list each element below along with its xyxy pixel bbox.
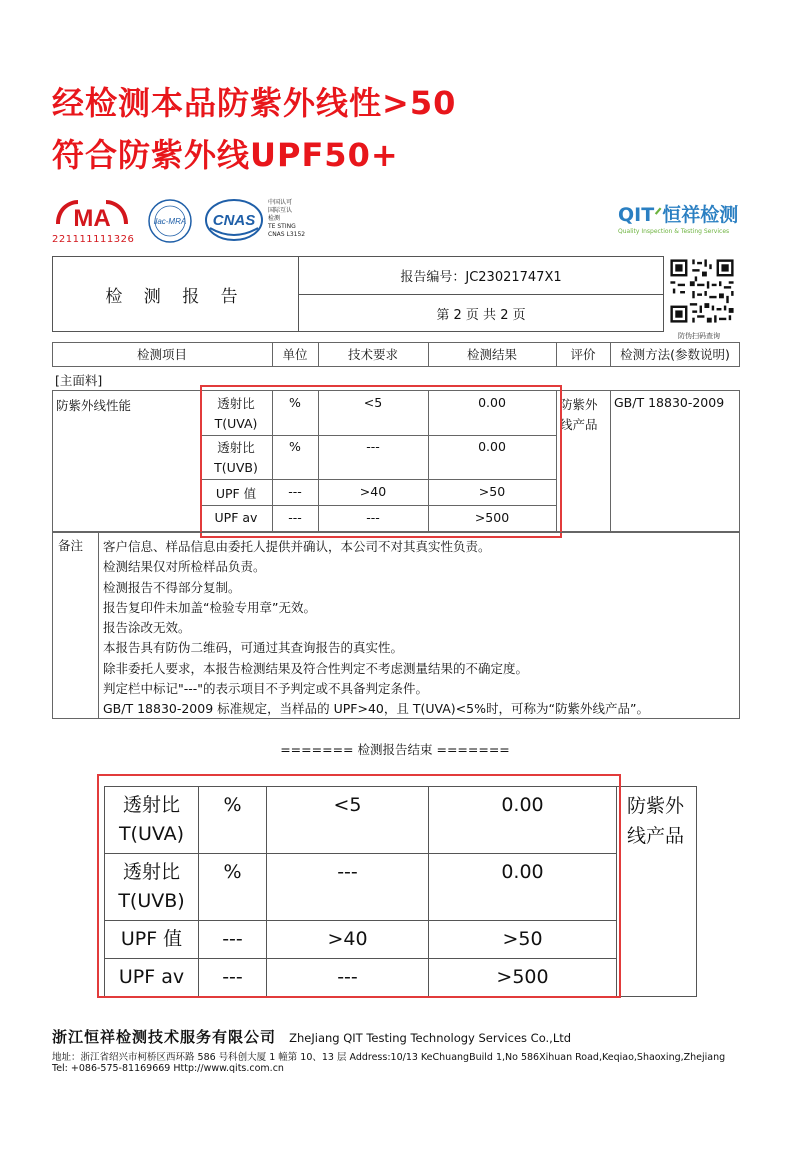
row-result-tuva: 0.00 (478, 395, 506, 410)
leaf-icon: ᐟ (654, 204, 663, 226)
zoom-req-upfav: --- (267, 959, 429, 997)
header-evaluation-text: 评价 (570, 347, 596, 362)
cnas-text: CNAS (212, 212, 256, 229)
remark-line: GB/T 18830-2009 标准规定，当样品的 UPF>40，且 T(UVA)<5%时，可称为“防紫外线产品”。 (103, 701, 649, 717)
row-name-upf: UPF 值 (215, 486, 257, 501)
qit-cn-name: 恒祥检测 (662, 204, 739, 226)
header-unit-text: 单位 (282, 347, 308, 362)
zoom-name-tuva: 透射比 T(UVA) (105, 787, 199, 854)
report-header (52, 256, 664, 332)
row-req-upf: >40 (359, 484, 387, 499)
zoom-req-tuvb: --- (267, 854, 429, 921)
section-label: [主面料] (55, 373, 103, 388)
ilac-mra-logo (146, 198, 194, 244)
footer-address: 地址：浙江省绍兴市柯桥区西环路 586 号科创大厦 1 幢第 10、13 层 Address:10/13 KeChuangBuild 1,No 586Xihuan Road,Keqiao,Shaoxing,Zhejiang (52, 1052, 726, 1063)
remark-line: 除非委托人要求，本报告检测结果及符合性判定不考虑测量结果的不确定度。 (103, 660, 529, 676)
evaluation-text: 防紫外线产品 (560, 397, 598, 432)
remark-line: 检测结果仅对所检样品负责。 (103, 559, 266, 575)
highlight-box (200, 385, 562, 538)
zoom-req-tuva: <5 (267, 787, 429, 854)
cnas-accreditation-text: 中国认可 国际互认 检测 TE STING CNAS L3152 (268, 199, 306, 238)
row-unit-upfav: --- (288, 510, 302, 525)
row-name-upfav: UPF av (214, 510, 258, 525)
qr-code-icon (668, 256, 736, 326)
company-name-en: ZheJiang QIT Testing Technology Services Co.,Ltd (289, 1031, 572, 1045)
row-req-tuva: <5 (363, 395, 383, 410)
cma-mark-text: MA (73, 205, 111, 232)
zoom-name-upfav: UPF av (105, 959, 199, 997)
row-unit-tuvb: % (289, 439, 301, 454)
headline-line-1: 经检测本品防紫外线性>50 (52, 84, 457, 122)
zoom-result-tuva: 0.00 (429, 787, 617, 854)
zoom-result-tuvb: 0.00 (429, 854, 617, 921)
row-name-tuva: 透射比 T(UVA) (214, 396, 258, 431)
row-req-upfav: --- (366, 510, 380, 525)
report-number: 报告编号：JC23021747X1 (299, 257, 663, 295)
remark-line: 本报告具有防伪二维码，可通过其查询报告的真实性。 (103, 640, 404, 656)
qr-caption: 防伪扫码查询 (678, 332, 720, 340)
remarks-list (103, 537, 649, 720)
zoom-highlight-box (97, 774, 621, 998)
ilac-text: ilac-MRA (153, 217, 187, 226)
footer-contact: Tel: +086-575-81169669 Http://www.qits.com.cn (52, 1063, 284, 1074)
zoom-unit-upfav: --- (199, 959, 267, 997)
row-req-tuvb: --- (366, 439, 380, 454)
headline-line-2: 符合防紫外线UPF50+ (52, 136, 399, 174)
row-result-tuvb: 0.00 (478, 439, 506, 454)
header-method-text: 检测方法(参数说明) (620, 347, 730, 362)
remark-line: 报告涂改无效。 (103, 620, 191, 636)
remark-line: 报告复印件未加盖“检验专用章”无效。 (103, 599, 316, 615)
qit-brand: QIT (618, 204, 655, 226)
zoom-result-upfav: >500 (429, 959, 617, 997)
report-title: 检 测 报 告 (53, 257, 299, 331)
zoom-unit-tuvb: % (199, 854, 267, 921)
zoom-evaluation: 防紫外线产品 (617, 787, 697, 997)
footer-company (52, 1026, 571, 1047)
row-result-upf: >50 (478, 484, 506, 499)
remark-line: 检测报告不得部分复制。 (103, 579, 241, 595)
zoom-name-upf: UPF 值 (105, 921, 199, 959)
header-requirement-text: 技术要求 (347, 347, 398, 362)
zoom-result-upf: >50 (429, 921, 617, 959)
row-unit-tuva: % (289, 395, 301, 410)
zoom-req-upf: >40 (267, 921, 429, 959)
row-unit-upf: --- (288, 484, 302, 499)
cma-number: 221111111326 (52, 234, 135, 245)
report-end-marker: ======= 检测报告结束 ======= (280, 742, 510, 757)
company-name-cn: 浙江恒祥检测技术服务有限公司 (52, 1028, 277, 1046)
method-text: GB/T 18830-2009 (614, 395, 725, 410)
cnas-logo (204, 198, 264, 242)
row-result-upfav: >500 (474, 510, 510, 525)
qit-logo (618, 200, 738, 235)
remark-line: 判定栏中标记"---"的表示项目不予判定或不具备判定条件。 (103, 681, 429, 697)
qit-subtitle: Quality Inspection & Testing Services (618, 228, 730, 235)
row-name-tuvb: 透射比 T(UVB) (214, 440, 258, 475)
zoom-name-tuvb: 透射比 T(UVB) (105, 854, 199, 921)
header-result-text: 检测结果 (466, 347, 517, 362)
page-info: 第 2 页 共 2 页 (436, 307, 526, 323)
header-item-text: 检测项目 (136, 347, 187, 362)
zoom-unit-tuva: % (199, 787, 267, 854)
zoom-unit-upf: --- (199, 921, 267, 959)
remarks-section (52, 532, 740, 719)
test-item-label: 防紫外线性能 (56, 398, 132, 413)
remark-line: 客户信息、样品信息由委托人提供并确认，本公司不对其真实性负责。 (103, 539, 491, 554)
remarks-label: 备注 (53, 533, 99, 718)
